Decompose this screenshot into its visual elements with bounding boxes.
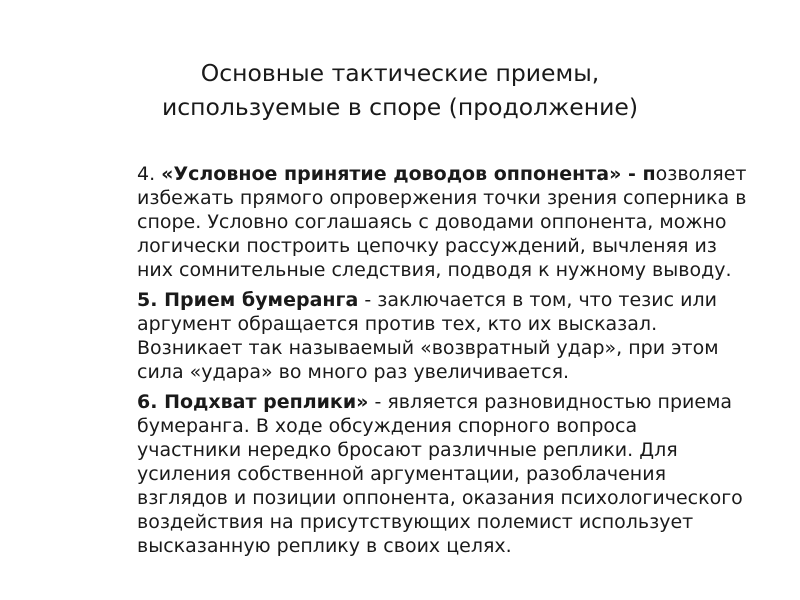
item-number: 4. bbox=[137, 163, 162, 185]
item-text: - является разновидностью приема бумеранга. В ходе обсуждения спорного вопроса участники нередко бросают различные реплики. Для усиления собственной аргументации, разоблачения взглядов и позиции оппонента, оказания психологического воздействия на присутствующих полемист использует высказанную реплику в своих целях. bbox=[137, 391, 743, 557]
slide-body bbox=[137, 162, 747, 564]
item-text: озволяет избежать прямого опровержения точки зрения соперника в споре. Условно соглашаясь с доводами оппонента, можно логически построить цепочку рассуждений, вычленяя из них сомнительные следствия, подводя к нужному выводу. bbox=[137, 163, 747, 281]
item-heading: Прием бумеранга bbox=[164, 289, 359, 311]
tactic-item-6 bbox=[137, 390, 747, 558]
tactic-item-4 bbox=[137, 162, 747, 282]
item-text: - заключается в том, что тезис или аргумент обращается против тех, кто их высказал. Возникает так называемый «возвратный удар», при этом сила «удара» во много раз увеличивается. bbox=[137, 289, 719, 383]
item-number: 6. bbox=[137, 391, 165, 413]
item-heading: «Условное принятие доводов оппонента» - п bbox=[161, 163, 656, 185]
slide-title-line-2: используемые в споре (продолжение) bbox=[161, 93, 639, 121]
slide-title-line-1: Основные тактические приемы, bbox=[200, 59, 600, 87]
slide-title bbox=[0, 56, 800, 124]
item-number: 5. bbox=[137, 289, 165, 311]
tactic-item-5 bbox=[137, 288, 747, 384]
item-heading: Подхват реплики» bbox=[164, 391, 369, 413]
